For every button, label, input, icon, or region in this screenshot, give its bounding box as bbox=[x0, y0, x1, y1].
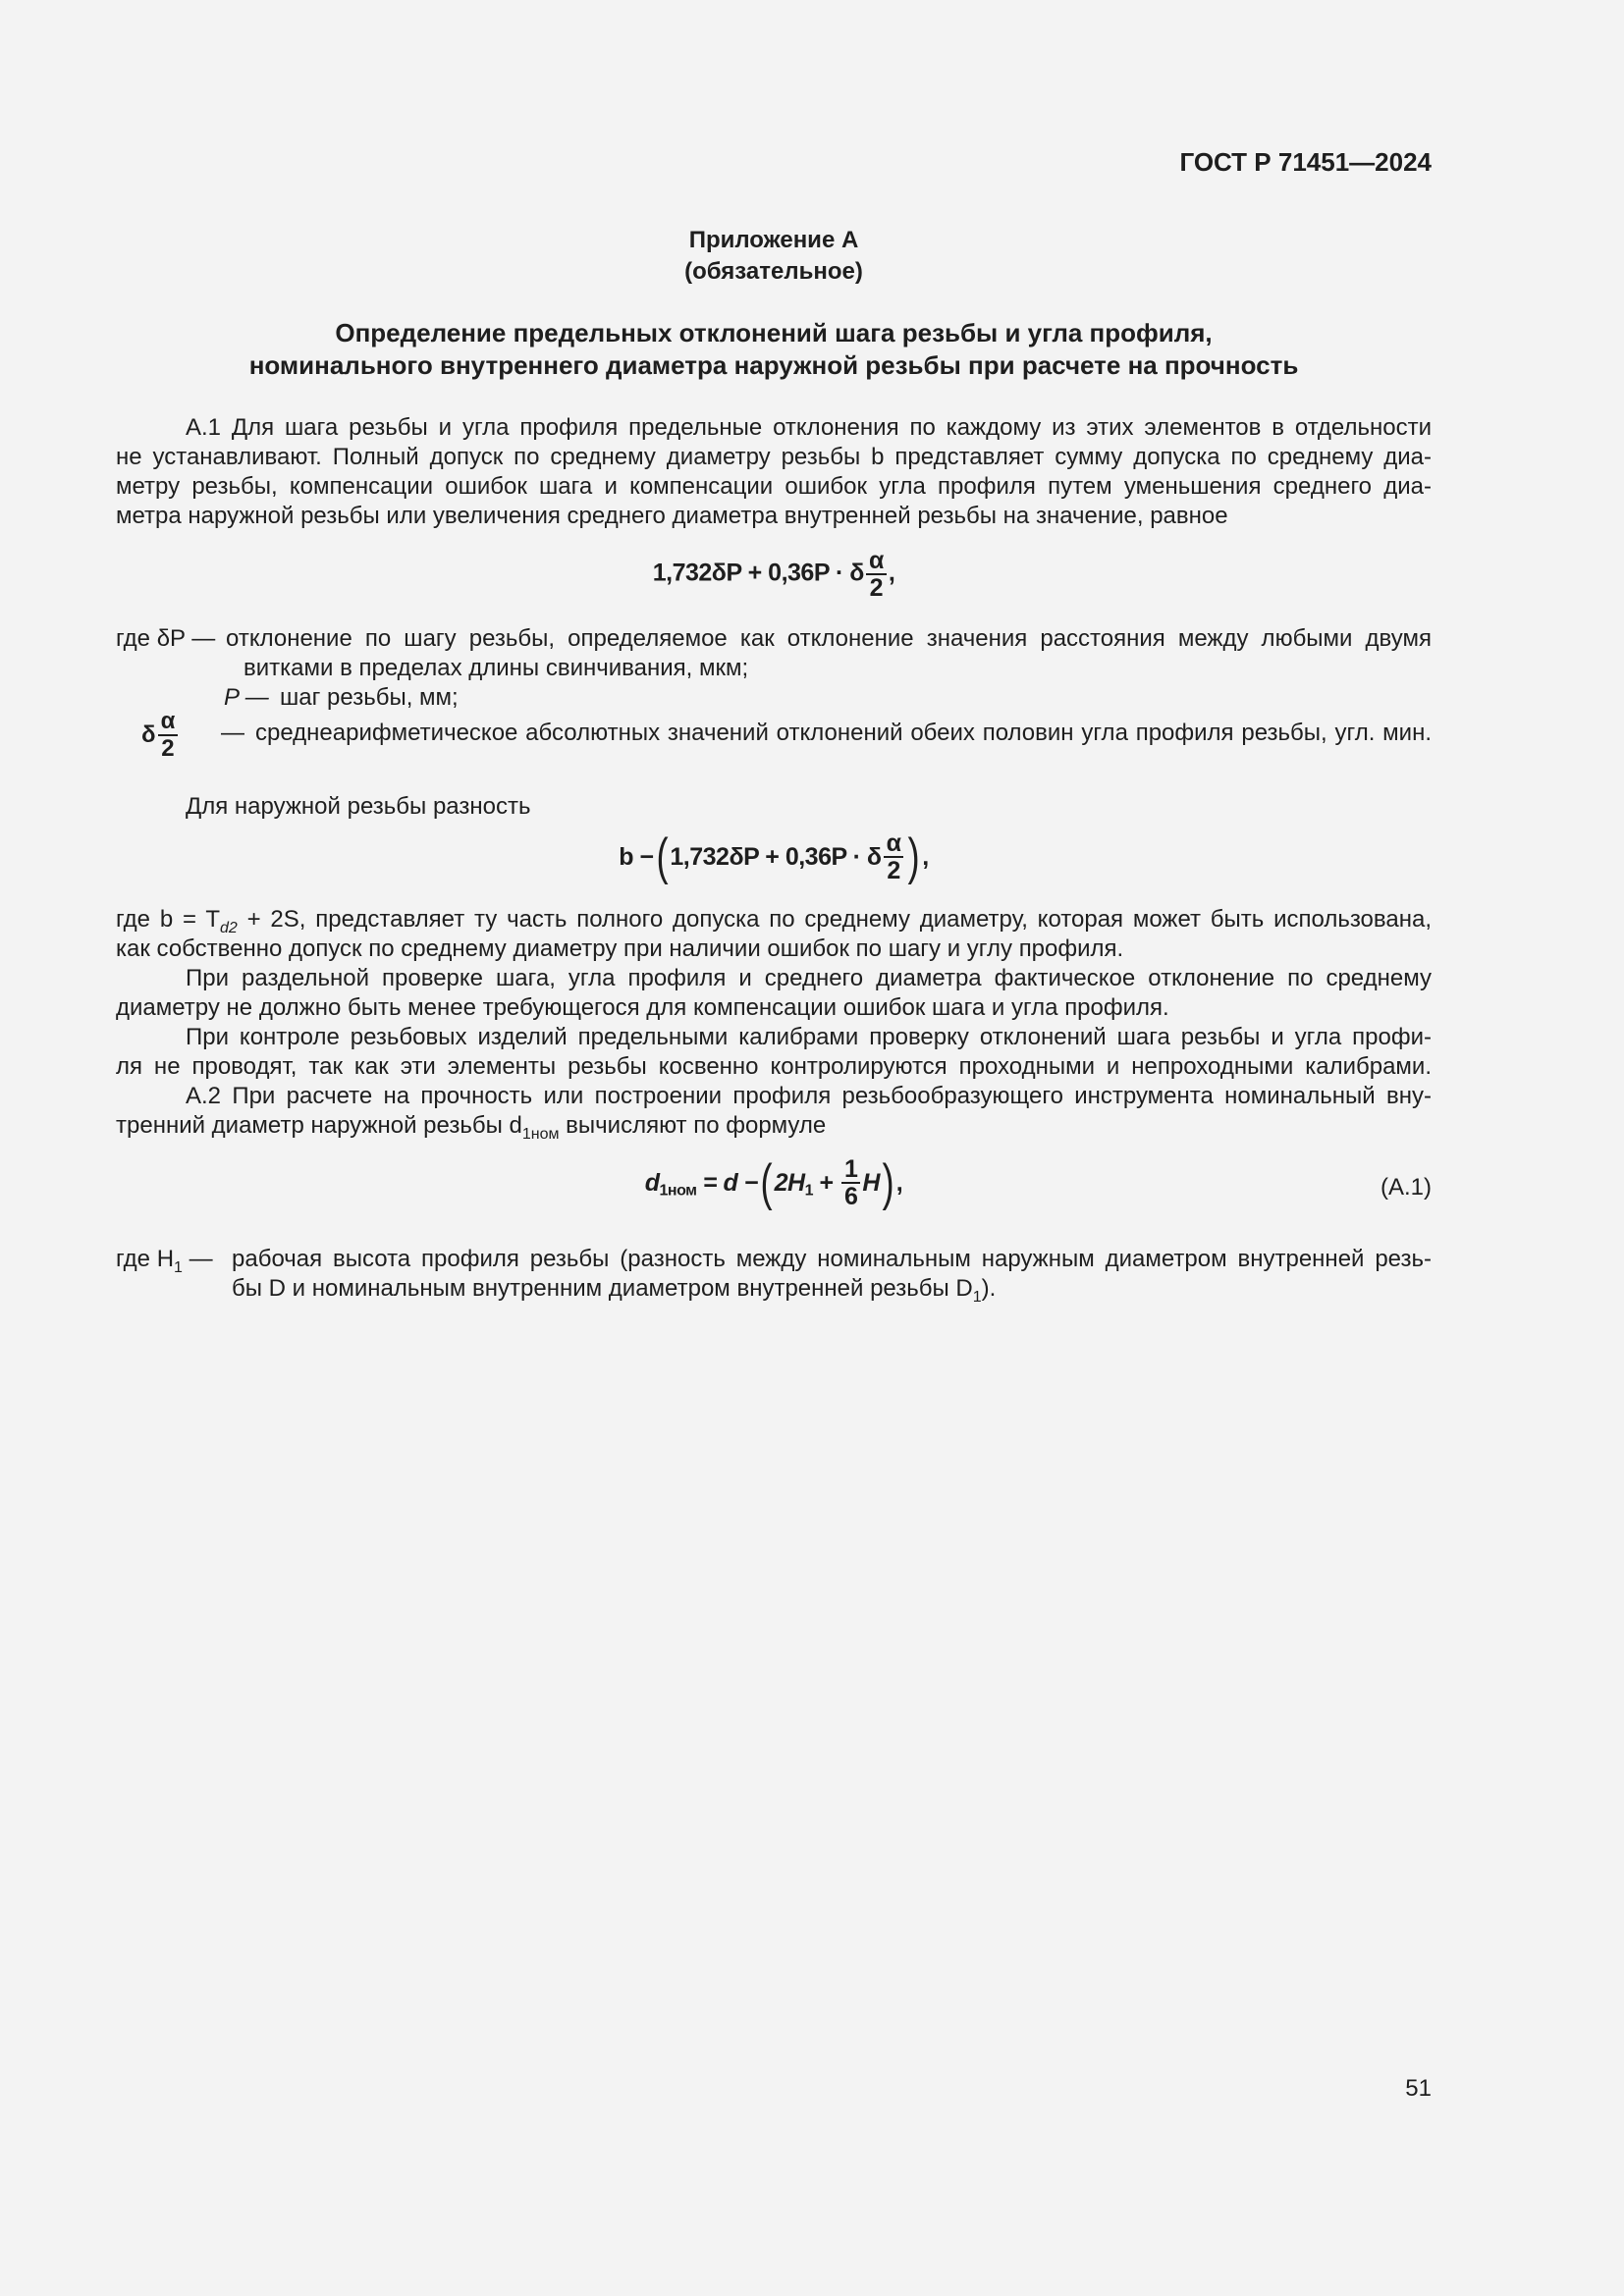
formula-main: 1,732δP + 0,36P · δ bbox=[670, 843, 882, 871]
term-text: — bbox=[182, 1246, 213, 1272]
annex-title-line1: Определение предельных отклонений шага резьбы и угла профиля, bbox=[335, 318, 1213, 347]
fraction-denominator: 2 bbox=[887, 857, 900, 884]
formula-a1 bbox=[116, 1156, 1432, 1209]
fraction-numerator: 1 bbox=[841, 1156, 860, 1184]
formula-compensation bbox=[116, 548, 1432, 601]
document-id: ГОСТ Р 71451—2024 bbox=[1179, 147, 1432, 177]
formula-plus: + bbox=[813, 1169, 839, 1197]
annex-status: (обязательное) bbox=[684, 258, 863, 285]
text-line: не устанавливают. Полный допуск по среднему диаметру резьбы b представляет сумму допуска по среднему диа- bbox=[116, 444, 1432, 470]
text-line: метра наружной резьбы или увеличения среднего диаметра внутренней резьбы на значение, равное bbox=[116, 503, 1228, 529]
definition-text-cont bbox=[232, 1274, 1432, 1304]
term-text: где δP — bbox=[116, 625, 216, 652]
subscript: d2 bbox=[220, 919, 238, 936]
text-fragment: + 2S, представляет ту часть полного допуска по среднему диаметру, которая может быть использована, bbox=[237, 906, 1433, 933]
text-line: ля не проводят, так как эти элементы резьбы косвенно контролируются проходными и непроходными калибрами. bbox=[116, 1053, 1432, 1080]
fraction-alpha-half bbox=[884, 830, 904, 883]
definition-text: рабочая высота профиля резьбы (разность между номинальным наружным диаметром внутренней резь- bbox=[232, 1246, 1432, 1272]
formula-tail: , bbox=[922, 843, 929, 871]
paren-open: ( bbox=[656, 828, 668, 885]
document-page bbox=[116, 0, 1432, 2296]
fraction-numerator: α bbox=[884, 830, 904, 858]
definition-h1 bbox=[116, 1245, 1432, 1304]
page-number: 51 bbox=[1405, 2075, 1432, 2102]
paren-close: ) bbox=[882, 1154, 894, 1211]
definition-text-cont: витками в пределах длины свинчивания, мкм; bbox=[244, 655, 749, 681]
definition-term bbox=[141, 709, 225, 762]
text-line: диаметру не должно быть менее требующегося для компенсации ошибок шага и угла профиля. bbox=[116, 994, 1169, 1021]
definition-delta-alpha bbox=[116, 709, 1432, 768]
term-text: где H bbox=[116, 1246, 175, 1272]
paragraph-a1 bbox=[116, 413, 1432, 531]
fraction-one-sixth bbox=[841, 1156, 860, 1209]
fraction-denominator: 6 bbox=[844, 1183, 858, 1210]
paren-open: ( bbox=[760, 1154, 773, 1211]
definition-term: P — bbox=[224, 684, 269, 711]
text-line: А.2 При расчете на прочность или построении профиля резьбообразующего инструмента номинальный вну- bbox=[186, 1083, 1432, 1109]
subscript: 1ном bbox=[521, 1125, 560, 1143]
text-fragment: вычисляют по формуле bbox=[559, 1112, 827, 1139]
text-line: А.1 Для шага резьбы и угла профиля предельные отклонения по каждому из этих элементов в отдельности bbox=[186, 414, 1432, 441]
definition-text: шаг резьбы, мм; bbox=[280, 684, 459, 711]
text-line: как собственно допуск по среднему диаметру при наличии ошибок по шагу и углу профиля. bbox=[116, 935, 1124, 962]
fraction-alpha-half bbox=[866, 548, 887, 601]
text-line bbox=[116, 1111, 1432, 1141]
text-fragment: бы D и номинальным внутренним диаметром внутренней резьбы D bbox=[232, 1275, 973, 1302]
formula-main: 1,732δP + 0,36P · δ bbox=[652, 559, 864, 587]
fraction-numerator: α bbox=[866, 548, 887, 575]
formula-eq: = d − bbox=[696, 1169, 758, 1197]
fraction-denominator: 2 bbox=[869, 574, 884, 602]
paragraph-b-explanation bbox=[116, 905, 1432, 1141]
text-fragment: где b = T bbox=[116, 906, 221, 933]
formula-lhs-subscript: 1ном bbox=[659, 1182, 697, 1200]
fraction-denominator: 2 bbox=[161, 735, 175, 762]
difference-intro: Для наружной резьбы разность bbox=[186, 793, 531, 820]
definition-dash: — bbox=[221, 720, 244, 746]
formula-prefix: b − bbox=[619, 843, 654, 871]
term-delta: δ bbox=[141, 721, 156, 748]
definition-text: среднеарифметическое абсолютных значений отклонений обеих половин угла профиля резьбы, угл. мин. bbox=[255, 720, 1432, 746]
text-line: При раздельной проверке шага, угла профиля и среднего диаметра фактическое отклонение по среднему bbox=[186, 965, 1432, 991]
formula-difference bbox=[116, 830, 1432, 883]
text-line bbox=[116, 905, 1432, 934]
definition-term bbox=[116, 1245, 229, 1274]
definition-text: отклонение по шагу резьбы, определяемое как отклонение значения расстояния между любыми двумя bbox=[226, 625, 1432, 652]
text-fragment: ). bbox=[981, 1275, 997, 1302]
text-line: При контроле резьбовых изделий предельными калибрами проверку отклонений шага резьбы и угла профи- bbox=[186, 1024, 1432, 1050]
fraction-alpha-half bbox=[158, 709, 179, 762]
formula-term-b: H bbox=[862, 1169, 880, 1197]
text-fragment: тренний диаметр наружной резьбы d bbox=[116, 1112, 522, 1139]
formula-tail: , bbox=[895, 1169, 903, 1197]
formula-term-a: 2H bbox=[774, 1169, 805, 1197]
annex-title-line2: номинального внутреннего диаметра наружной резьбы при расчете на прочность bbox=[248, 350, 1299, 380]
subscript: 1 bbox=[174, 1258, 183, 1276]
formula-tail: , bbox=[888, 559, 895, 587]
fraction-numerator: α bbox=[158, 709, 179, 736]
definition-term bbox=[116, 624, 224, 654]
paren-close: ) bbox=[907, 828, 920, 885]
formula-term-a-subscript: 1 bbox=[804, 1182, 813, 1200]
equation-number: (А.1) bbox=[1380, 1174, 1432, 1201]
annex-label: Приложение А bbox=[688, 227, 859, 253]
text-line: метру резьбы, компенсации ошибок шага и компенсации ошибок угла профиля путем уменьшения среднего диа- bbox=[116, 473, 1432, 500]
formula-lhs: d bbox=[644, 1169, 660, 1197]
subscript: 1 bbox=[972, 1288, 982, 1306]
